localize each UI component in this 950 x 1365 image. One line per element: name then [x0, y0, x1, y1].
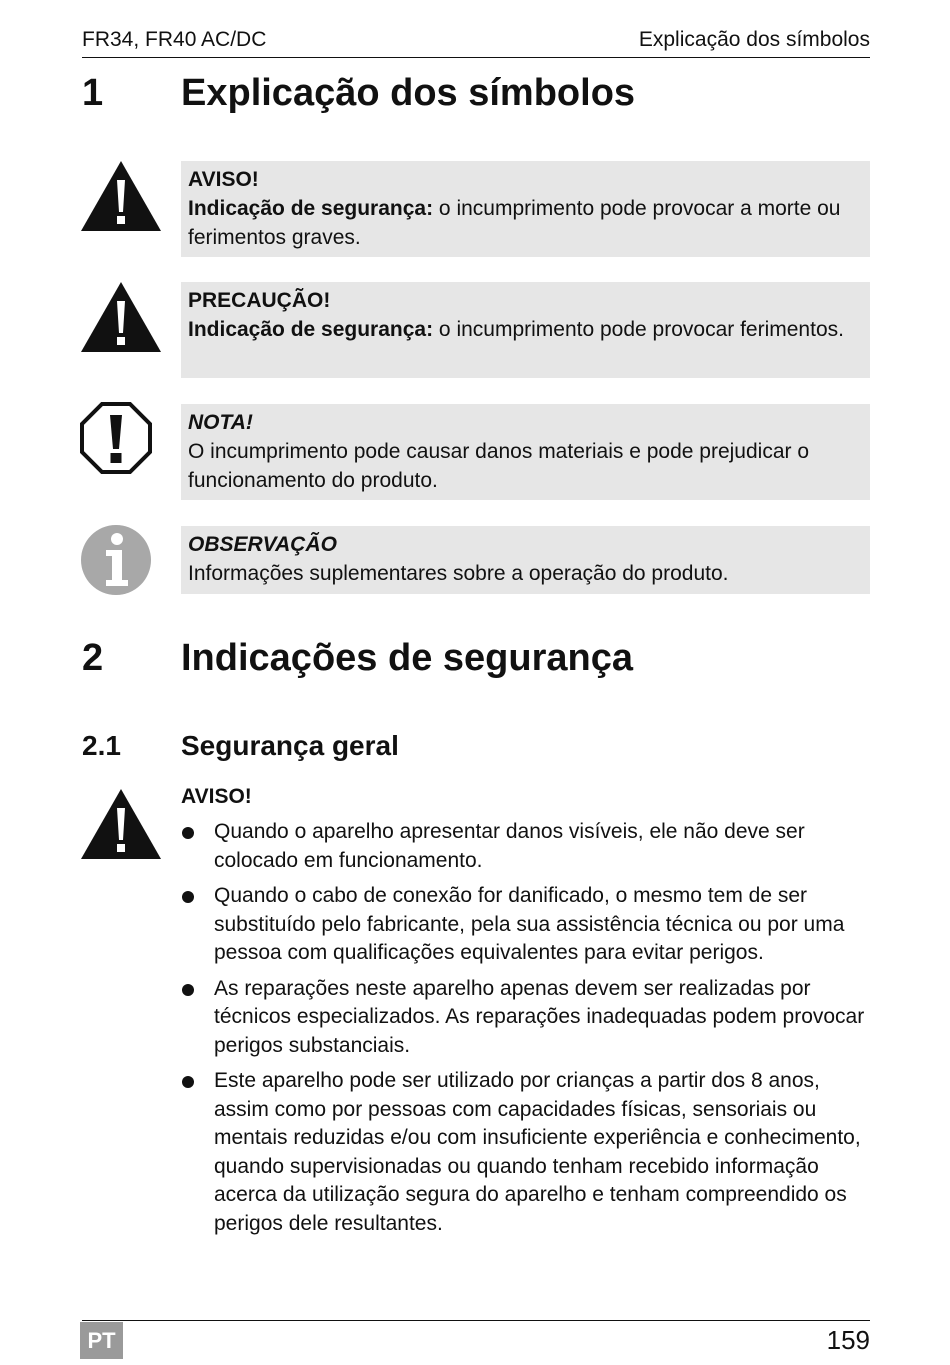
- caution-note-title: PRECAUÇÃO!: [188, 289, 331, 312]
- section-2-title: Indicações de segurança: [181, 637, 633, 679]
- notice-note-box: [181, 404, 870, 500]
- header-product: FR34, FR40 AC/DC: [82, 28, 267, 51]
- caution-note-lead: Indicação de segurança:: [188, 318, 434, 341]
- section-2-number: 2: [82, 637, 104, 679]
- header-section: Explicação dos símbolos: [638, 28, 870, 51]
- safety-warning-triangle-icon: [80, 788, 162, 860]
- warning-note-text: o incumprimento pode provocar a morte ou ferimentos graves.: [188, 197, 841, 249]
- info-note-box: [181, 526, 870, 594]
- section-1-number: 1: [82, 72, 104, 114]
- caution-note-box: [181, 282, 870, 378]
- list-item-text: Quando o aparelho apresentar danos visíveis, ele não deve ser colocado em funcionamento.: [214, 820, 805, 872]
- list-item-text: Quando o cabo de conexão for danificado, o mesmo tem de ser substituído pelo fabricante, pela sua assistência técnica ou por uma pessoa com qualificações equivalentes para evitar perigos.: [214, 884, 845, 964]
- safety-bullet-list: [181, 818, 870, 1245]
- caution-triangle-icon: [80, 281, 162, 353]
- header-rule: [82, 57, 870, 58]
- warning-note-box: [181, 161, 870, 257]
- list-item: [181, 818, 870, 875]
- info-note-text: Informações suplementares sobre a operação do produto.: [188, 562, 729, 585]
- subsection-number: 2.1: [82, 730, 121, 761]
- footer-rule: [82, 1320, 870, 1321]
- bullet-dot-icon: [182, 827, 194, 839]
- list-item-text: Este aparelho pode ser utilizado por crianças a partir dos 8 anos, assim como por pessoas com capacidades físicas, sensoriais ou mentais reduzidas e/ou com insuficiente experiência e conhecimento, quando supervisionadas ou quando tenham recebido informação acerca da utilização segura do aparelho e tenham compreendido os perigos dele resultantes.: [214, 1069, 861, 1235]
- subsection-title: Segurança geral: [181, 730, 399, 761]
- safety-warning-title: AVISO!: [181, 785, 252, 808]
- bullet-dot-icon: [182, 891, 194, 903]
- notice-octagon-icon: [80, 402, 152, 474]
- section-1-title: Explicação dos símbolos: [181, 72, 636, 114]
- language-badge: PT: [80, 1322, 123, 1359]
- list-item: [181, 975, 870, 1061]
- notice-note-title: NOTA!: [188, 411, 253, 434]
- warning-note-lead: Indicação de segurança:: [188, 197, 434, 220]
- info-note-title: OBSERVAÇÃO: [188, 533, 337, 556]
- warning-triangle-icon: [80, 160, 162, 232]
- warning-note-title: AVISO!: [188, 168, 259, 191]
- bullet-dot-icon: [182, 1076, 194, 1088]
- list-item-text: As reparações neste aparelho apenas devem ser realizadas por técnicos especializados. As reparações inadequadas podem provocar perigos substanciais.: [214, 976, 865, 1057]
- caution-note-text: o incumprimento pode provocar ferimentos.: [433, 318, 844, 341]
- info-circle-icon: [80, 524, 152, 596]
- page-number: 159: [826, 1325, 870, 1355]
- notice-note-text: O incumprimento pode causar danos materiais e pode prejudicar o funcionamento do produto.: [188, 440, 810, 492]
- list-item: [181, 1067, 870, 1238]
- bullet-dot-icon: [182, 984, 194, 996]
- list-item: [181, 882, 870, 968]
